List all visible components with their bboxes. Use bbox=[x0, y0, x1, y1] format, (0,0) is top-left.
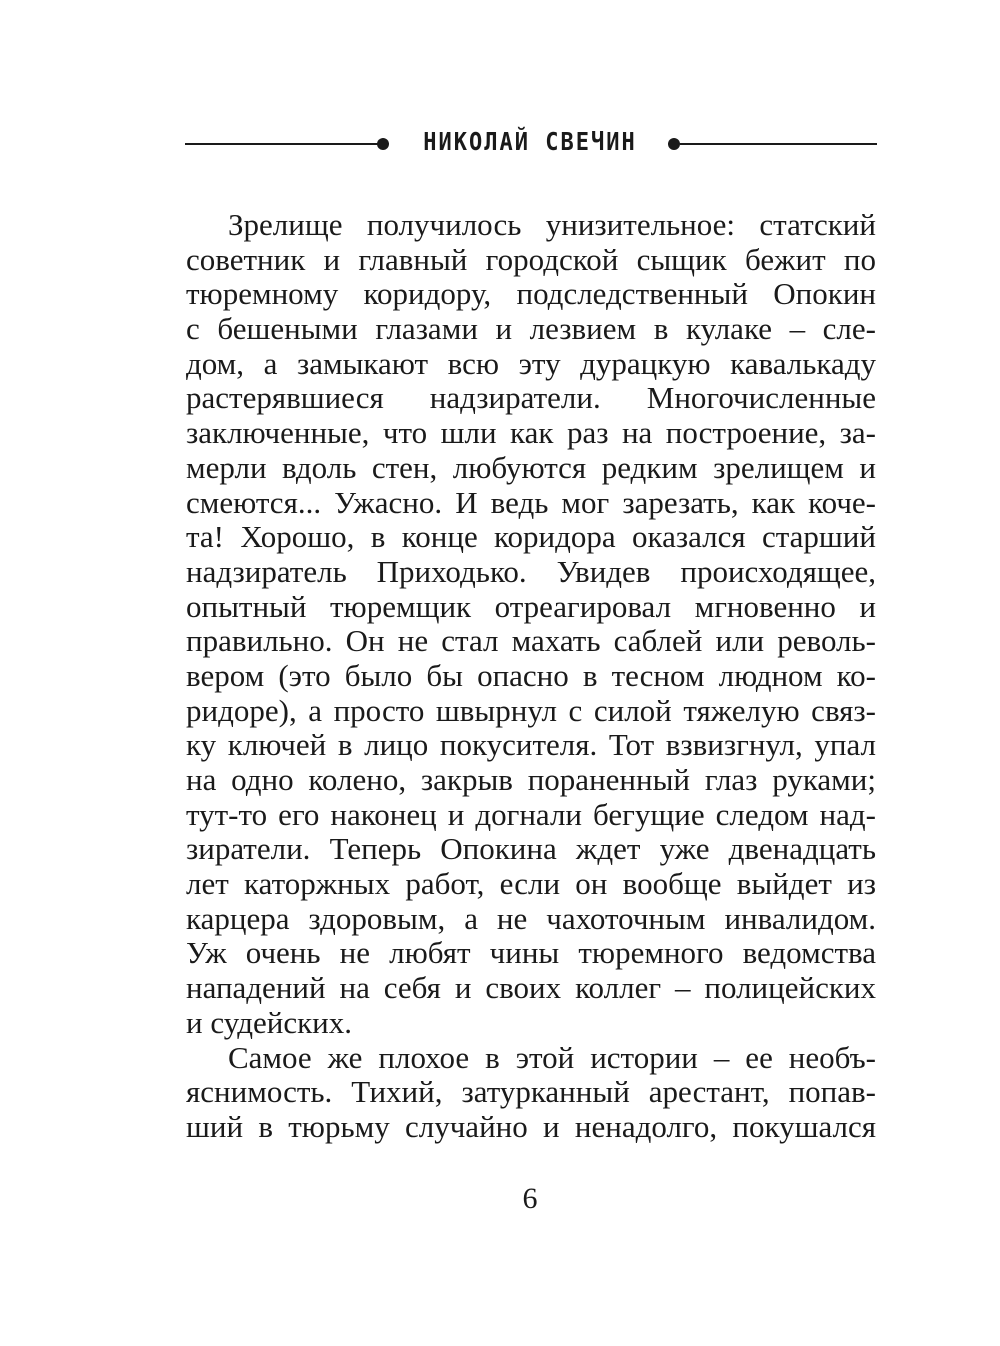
text-line: Уж очень не любят чины тюремного ведомства bbox=[186, 935, 876, 971]
text-line: яснимость. Тихий, затурканный арестант, попав- bbox=[186, 1074, 876, 1110]
text-line: советник и главный городской сыщик бежит по bbox=[186, 241, 876, 277]
text-line: дом, а замыкают всю эту дурацкую кавалькаду bbox=[186, 345, 876, 381]
text-line: с бешеными глазами и лезвием в кулаке – сле- bbox=[186, 311, 876, 347]
text-line: опытный тюремщик отреагировал мгновенно и bbox=[186, 588, 876, 624]
text-line: растерявшиеся надзиратели. Многочисленные bbox=[186, 380, 876, 416]
author-name: НИКОЛАЙ СВЕЧИН bbox=[423, 128, 637, 157]
text-line: тюремному коридору, подследственный Опокин bbox=[186, 276, 876, 312]
text-line: надзиратель Приходько. Увидев происходящее, bbox=[186, 553, 876, 589]
text-line: мерли вдоль стен, любуются редким зрелищем и bbox=[186, 449, 876, 485]
header-bullet-left-icon bbox=[377, 138, 389, 150]
text-line: зиратели. Теперь Опокина ждет уже двенадцать bbox=[186, 831, 876, 867]
header-bullet-right-icon bbox=[668, 138, 680, 150]
text-line: на одно колено, закрыв пораненный глаз руками; bbox=[186, 762, 876, 797]
text-line: лет каторжных работ, если он вообще выйдет из bbox=[186, 866, 876, 902]
header-rule-right bbox=[680, 143, 877, 145]
text-line: ку ключей в лицо покусителя. Тот взвизгнул, упал bbox=[186, 727, 876, 763]
text-line: нападений на себя и своих коллег – полицейских bbox=[186, 970, 876, 1006]
text-line: вером (это было бы опасно в тесном людном ко- bbox=[186, 657, 876, 693]
text-line: смеются... Ужасно. И ведь мог зарезать, как коче- bbox=[186, 484, 876, 520]
text-line: правильно. Он не стал махать саблей или револь- bbox=[186, 623, 876, 659]
text-line: карцера здоровым, а не чахоточным инвалидом. bbox=[186, 900, 876, 936]
text-line: и судейских. bbox=[186, 1004, 353, 1040]
text-line: тут-то его наконец и догнали бегущие следом над- bbox=[186, 796, 876, 832]
running-header bbox=[185, 128, 877, 158]
text-line: ший в тюрьму случайно и ненадолго, покушался bbox=[186, 1108, 876, 1144]
text-line: заключенные, что шли как раз на построение, за- bbox=[186, 415, 876, 451]
page-number: 6 bbox=[522, 1182, 538, 1215]
body-text bbox=[186, 208, 876, 1145]
text-line: та! Хорошо, в конце коридора оказался старший bbox=[186, 519, 876, 555]
text-line: ридоре), а просто швырнул с силой тяжелую связ- bbox=[186, 692, 876, 728]
text-line: Зрелище получилось унизительное: статский bbox=[228, 207, 876, 242]
text-line: Самое же плохое в этой истории – ее необъ- bbox=[228, 1039, 876, 1075]
header-rule-left bbox=[185, 143, 383, 145]
